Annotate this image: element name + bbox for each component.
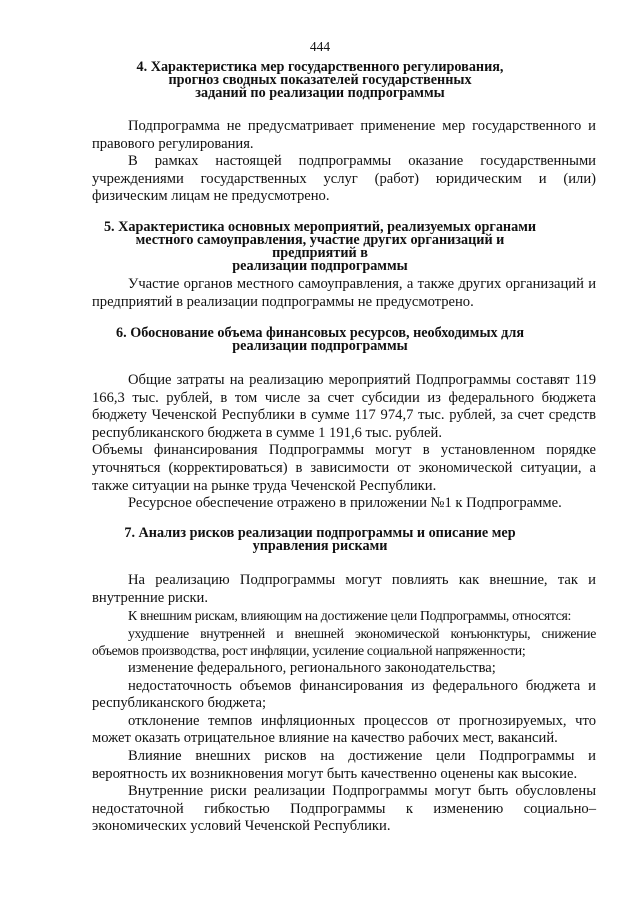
section-5-title-line-3: реализации подпрограммы <box>232 258 408 274</box>
section-4-body <box>92 118 596 206</box>
section-7-paragraph-2: К внешним рискам, влияющим на достижение цели Подпрограммы, относятся: <box>128 608 571 624</box>
section-7-paragraph-1: На реализацию Подпрограммы могут повлиять как внешние, так и внутренние риски. <box>92 572 596 606</box>
section-7-paragraph-3: ухудшение внутренней и внешней экономической конъюнктуры, снижение объемов производства, рост инфляции, усиление социальной напряженности; <box>92 625 596 659</box>
section-7-paragraph-7: Влияние внешних рисков на достижение цели Подпрограммы и вероятность их возникновения могут быть качественно оценены как высокие. <box>92 747 596 782</box>
section-4-title-line-1: 4. Характеристика мер государственного регулирования, <box>136 59 504 75</box>
section-7-body <box>92 572 596 836</box>
section-4-title-line-2: прогноз сводных показателей государственных <box>168 72 472 88</box>
section-6-title-line-1: 6. Обоснование объема финансовых ресурсов, необходимых для <box>116 325 524 341</box>
section-5-title <box>92 221 548 273</box>
section-7-paragraph-5: недостаточность объемов финансирования из федерального бюджета и республиканского бюджета; <box>92 677 596 712</box>
section-7-paragraph-6: отклонение темпов инфляционных процессов от прогнозируемых, что может оказать отрицательное влияние на качество рабочих мест, вакансий. <box>92 712 596 747</box>
section-5-body <box>92 276 596 311</box>
section-6-body <box>92 372 596 513</box>
section-6-title-line-2: реализации подпрограммы <box>232 338 408 354</box>
section-6-paragraph-2: Объемы финансирования Подпрограммы могут в установленном порядке уточняться (корректироваться) в зависимости от экономической ситуации, а также ситуации на рынке труда Чеченской Республики. <box>92 442 596 494</box>
section-5-title-line-1: 5. Характеристика основных мероприятий, реализуемых органами <box>103 219 537 235</box>
section-6-paragraph-1: Общие затраты на реализацию мероприятий Подпрограммы составят 119 166,3 тыс. рублей, в том числе за счет субсидии из федерального бюджета бюджету Чеченской Республики в сумме 117 974,7 тыс. рублей, за счет средств республиканского бюджета в сумме 1 191,6 тыс. рублей. <box>92 372 596 441</box>
section-4-paragraph-1: Подпрограмма не предусматривает применение мер государственного и правового регулирования. <box>92 118 596 152</box>
page-number: 444 <box>309 39 331 54</box>
section-7-title-line-1: 7. Анализ рисков реализации подпрограммы и описание мер <box>124 525 516 541</box>
section-4-title <box>92 61 548 100</box>
section-4-title-line-3: заданий по реализации подпрограммы <box>195 85 445 101</box>
section-4-paragraph-2: В рамках настоящей подпрограммы оказание государственными учреждениями государственных услуг (работ) юридическим и (или) физическим лицам не предусмотрено. <box>92 153 596 205</box>
section-6-title <box>92 327 548 353</box>
section-7-paragraph-8: Внутренние риски реализации Подпрограммы могут быть обусловлены недостаточной гибкостью Подпрограммы к изменению социально–экономических условий Чеченской Республики. <box>92 783 596 835</box>
section-7-title-line-2: управления рисками <box>252 538 388 554</box>
section-5-paragraph-1: Участие органов местного самоуправления, а также других организаций и предприятий в реализации подпрограммы не предусмотрено. <box>92 276 596 310</box>
section-7-title <box>92 527 548 553</box>
section-6-paragraph-3: Ресурсное обеспечение отражено в приложении №1 к Подпрограмме. <box>128 495 562 512</box>
section-5-title-line-2: местного самоуправления, участие других организаций и предприятий в <box>135 232 505 261</box>
section-7-paragraph-4: изменение федерального, регионального законодательства; <box>128 659 496 676</box>
